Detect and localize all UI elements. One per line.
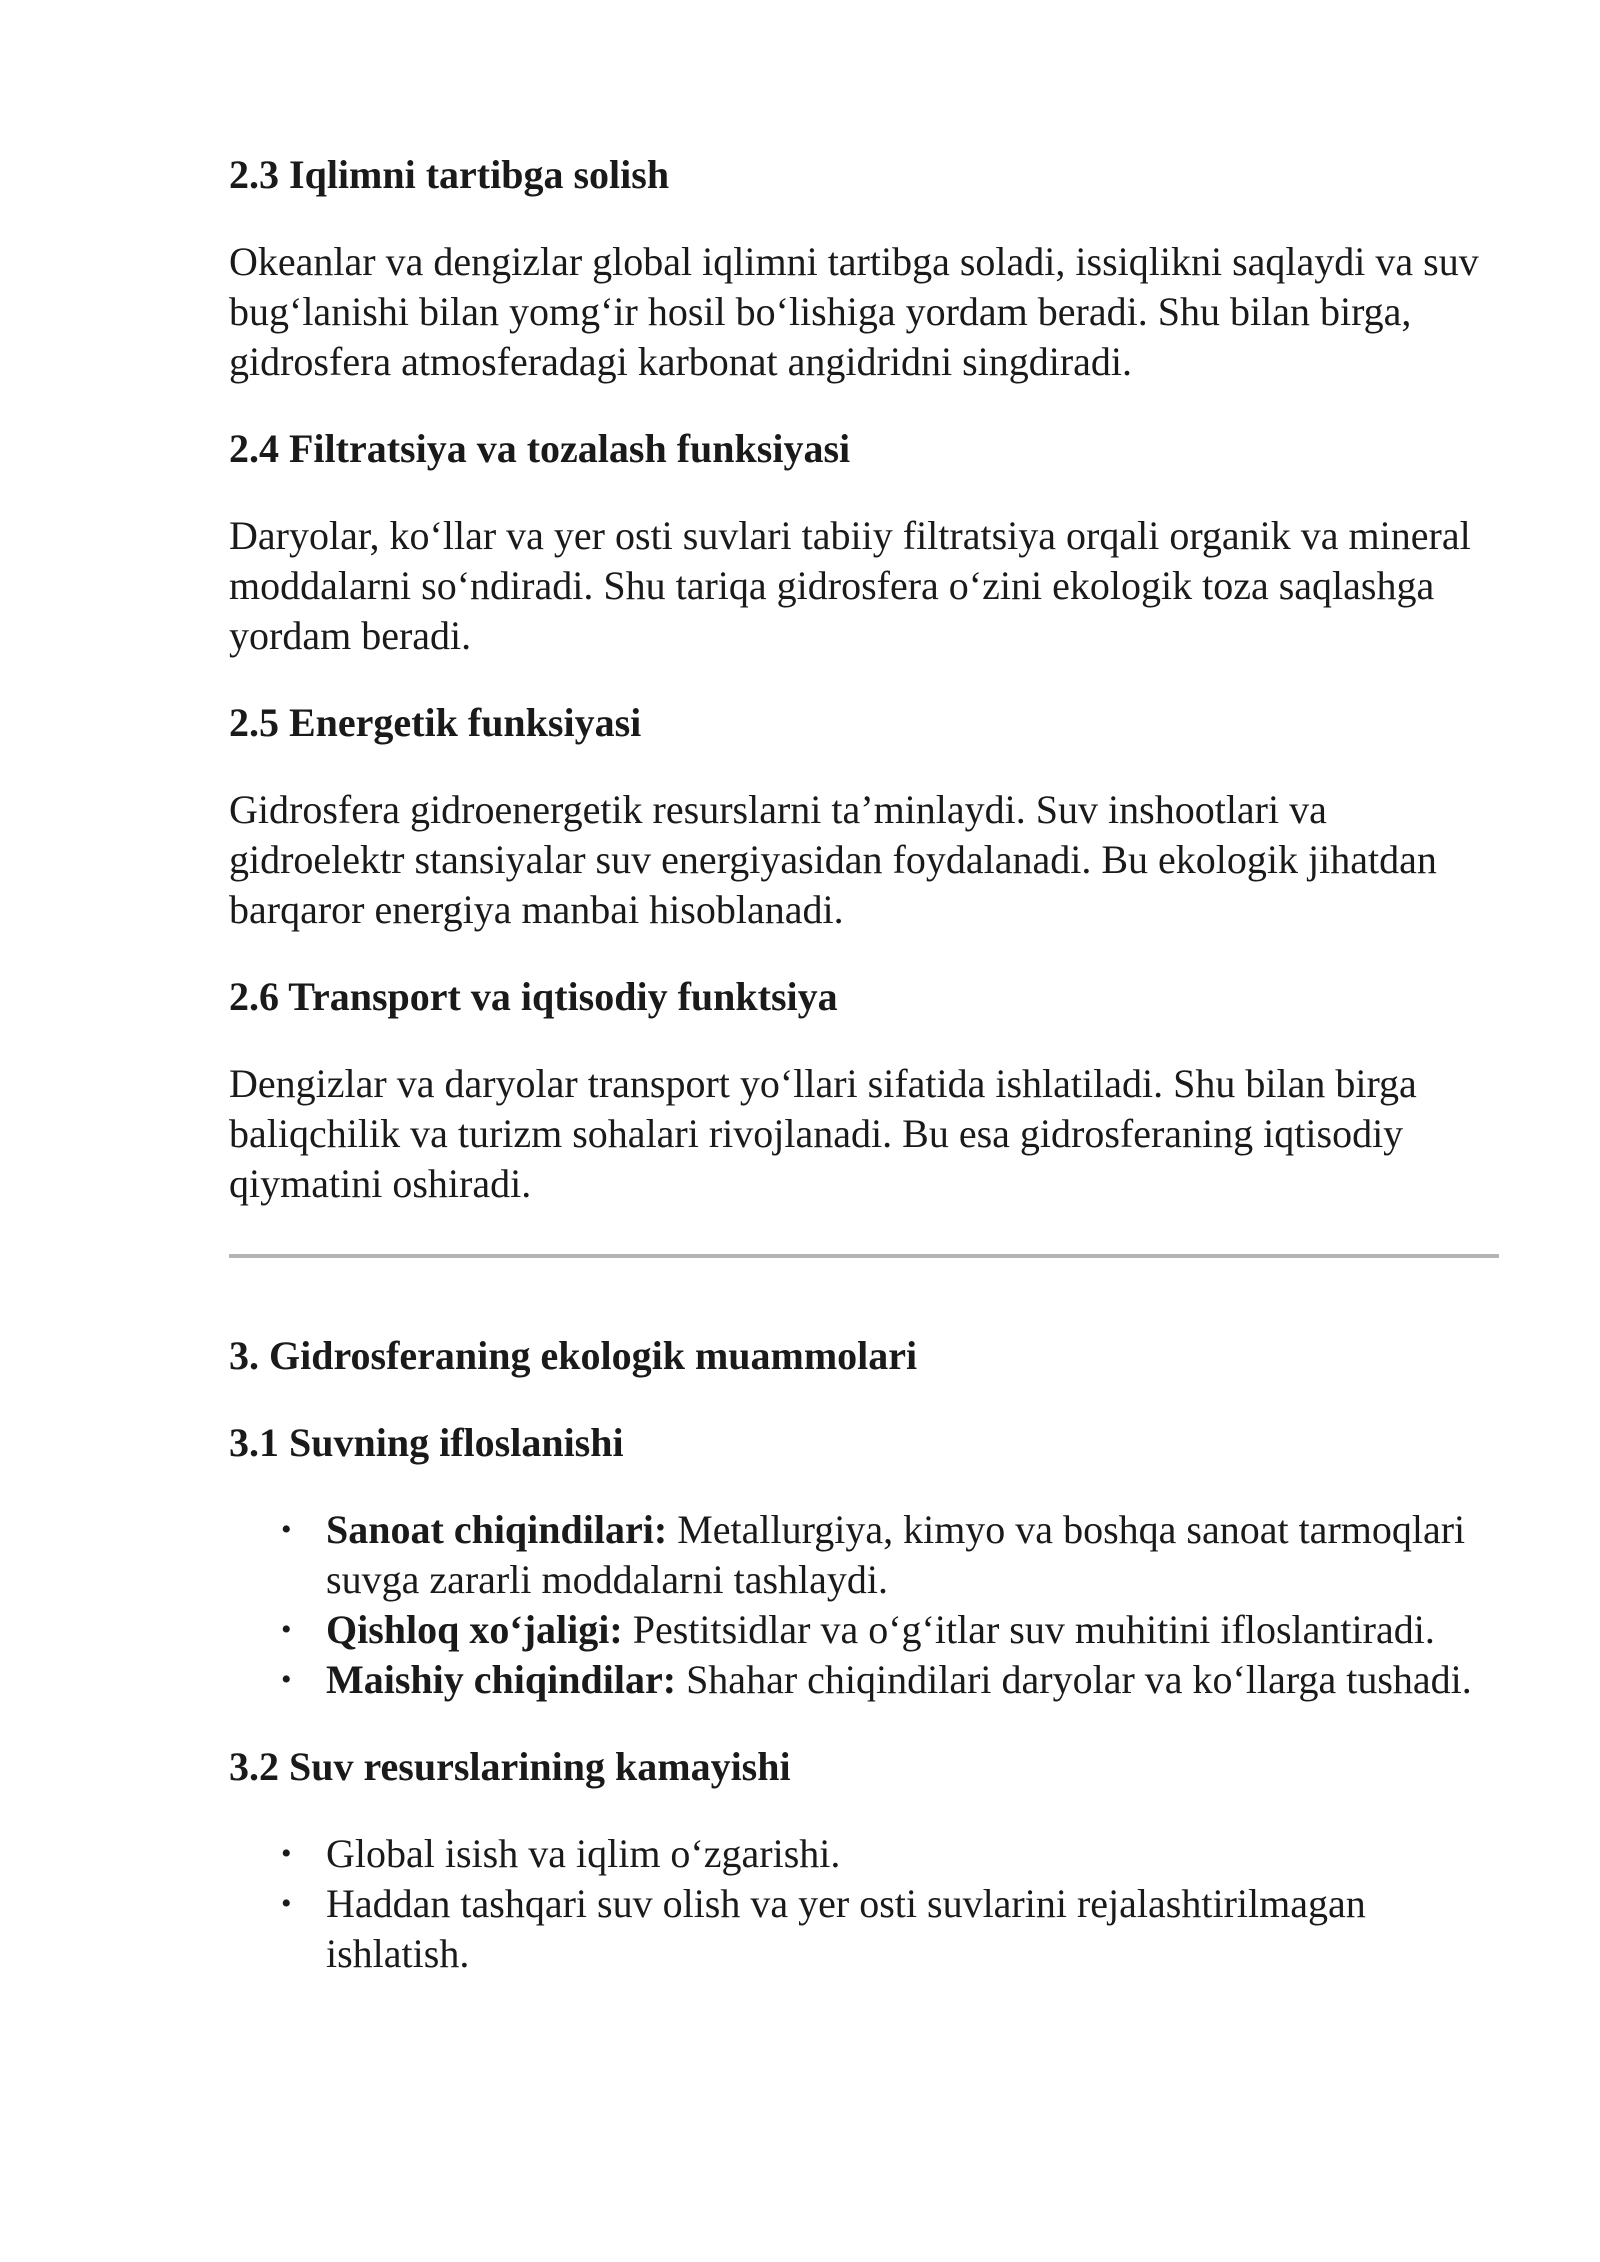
resources-list — [229, 1829, 1499, 1979]
bullet-icon: • — [281, 1513, 292, 1546]
bullet-icon: • — [281, 1887, 292, 1920]
pollution-list — [229, 1505, 1499, 1705]
list-item — [229, 1605, 1499, 1655]
bullet-icon: • — [281, 1613, 292, 1646]
section-2-3-title: 2.3 Iqlimni tartibga solish — [229, 152, 670, 197]
chapter-3-title: 3. Gidrosferaning ekologik muammolari — [229, 1333, 918, 1378]
list-item — [229, 1879, 1499, 1979]
list-item-text: Metallurgiya, kimyo va boshqa sanoat tarmoqlari suvga zararli moddalarni tashlaydi. — [326, 1507, 1466, 1602]
section-2-4-text: Daryolar, ko‘llar va yer osti suvlari tabiiy filtratsiya orqali organik va mineral moddalarni so‘ndiradi. Shu tariqa gidrosfera o‘zini ekologik toza saqlashga yordam beradi. — [229, 513, 1471, 658]
section-3-1-title: 3.1 Suvning ifloslanishi — [229, 1420, 624, 1465]
section-2-5-text: Gidrosfera gidroenergetik resurslarni ta’minlaydi. Suv inshootlari va gidroelektr stansiyalar suv energiyasidan foydalanadi. Bu ekologik jihatdan barqaror energiya manbai hisoblanadi. — [229, 787, 1437, 932]
horizontal-divider — [229, 1254, 1499, 1258]
list-item-label: Qishloq xo‘jaligi: — [326, 1607, 623, 1652]
list-item-label: Maishiy chiqindilar: — [326, 1657, 677, 1702]
bullet-icon: • — [281, 1837, 292, 1870]
list-item — [229, 1655, 1499, 1705]
section-2-4-title: 2.4 Filtratsiya va tozalash funksiyasi — [229, 426, 851, 471]
list-item-text: Haddan tashqari suv olish va yer osti suvlarini rejalashtirilmagan ishlatish. — [326, 1881, 1366, 1976]
document-page — [229, 150, 1499, 1979]
section-3-2-title: 3.2 Suv resurslarining kamayishi — [229, 1744, 791, 1789]
list-item-text: Shahar chiqindilari daryolar va ko‘llarga tushadi. — [676, 1657, 1472, 1702]
list-item-label: Sanoat chiqindilari: — [326, 1507, 668, 1552]
bullet-icon: • — [281, 1663, 292, 1696]
section-2-5-title: 2.5 Energetik funksiyasi — [229, 700, 642, 745]
list-item — [229, 1505, 1499, 1605]
section-2-6-text: Dengizlar va daryolar transport yo‘llari sifatida ishlatiladi. Shu bilan birga baliqchilik va turizm sohalari rivojlanadi. Bu esa gidrosferaning iqtisodiy qiymatini oshiradi. — [229, 1061, 1417, 1206]
section-2-6-title: 2.6 Transport va iqtisodiy funktsiya — [229, 974, 838, 1019]
list-item-text: Pestitsidlar va o‘g‘itlar suv muhitini ifloslantiradi. — [622, 1607, 1435, 1652]
list-item — [229, 1829, 1499, 1879]
list-item-text: Global isish va iqlim o‘zgarishi. — [326, 1831, 841, 1876]
section-2-3-text: Okeanlar va dengizlar global iqlimni tartibga soladi, issiqlikni saqlaydi va suv bug‘lanishi bilan yomg‘ir hosil bo‘lishiga yordam beradi. Shu bilan birga, gidrosfera atmosferadagi karbonat angidridni singdiradi. — [229, 239, 1479, 384]
